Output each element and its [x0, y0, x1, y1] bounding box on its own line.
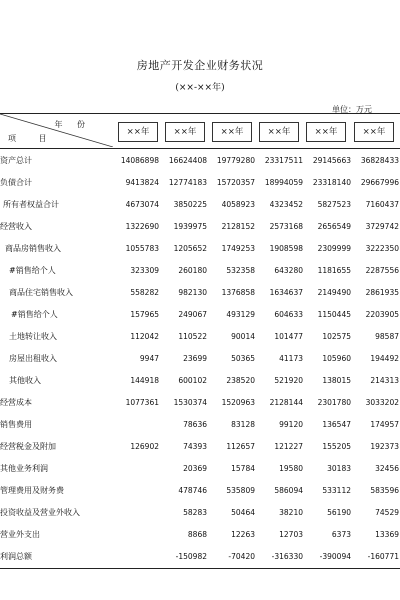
row-value-col-3: 90014	[231, 332, 255, 341]
table-row	[0, 484, 400, 498]
row-value-col-1: 157965	[130, 310, 159, 319]
row-value-col-6: 13369	[375, 530, 399, 539]
row-value-col-1: 1077361	[125, 398, 159, 407]
row-value-col-6: 192373	[370, 442, 399, 451]
row-value-col-1: 558282	[130, 288, 159, 297]
row-value-col-6: 2203905	[365, 310, 399, 319]
row-value-col-4: 99120	[279, 420, 303, 429]
row-value-col-2: 1939975	[173, 222, 207, 231]
row-label: 负债合计	[0, 178, 32, 187]
row-value-col-2: 8868	[187, 530, 207, 539]
row-value-col-3: 493129	[226, 310, 255, 319]
row-value-col-6: 3729742	[365, 222, 399, 231]
row-value-col-5: -390094	[319, 552, 351, 561]
row-value-col-3: 1376858	[221, 288, 255, 297]
row-value-col-2: 260180	[178, 266, 207, 275]
row-label: 其他收入	[9, 376, 41, 385]
row-value-col-3: 19779280	[216, 156, 255, 165]
row-value-col-3: 83128	[231, 420, 255, 429]
row-value-col-5: 29145663	[312, 156, 351, 165]
row-value-col-3: 15720357	[216, 178, 255, 187]
row-label: #销售给个人	[9, 266, 56, 275]
row-value-col-6: -160771	[367, 552, 399, 561]
row-value-col-6: 98587	[375, 332, 399, 341]
row-value-col-4: 38210	[279, 508, 303, 517]
row-value-col-6: 7160437	[365, 200, 399, 209]
column-header-6: ××年	[354, 122, 394, 142]
row-label: 投资收益及营业外收入	[0, 508, 80, 517]
table-row	[0, 198, 400, 212]
row-value-col-6: 32456	[375, 464, 399, 473]
row-label: 经营成本	[0, 398, 32, 407]
row-value-col-1: 323309	[130, 266, 159, 275]
row-value-col-4: 2128144	[269, 398, 303, 407]
row-label: 商品房销售收入	[5, 244, 61, 253]
row-value-col-1: 14086898	[120, 156, 159, 165]
table-row	[0, 374, 400, 388]
row-value-col-4: 643280	[274, 266, 303, 275]
table-header-rule	[0, 148, 400, 149]
row-value-col-4: 121227	[274, 442, 303, 451]
row-value-col-2: 78636	[183, 420, 207, 429]
row-value-col-1: 144918	[130, 376, 159, 385]
column-header-1: ××年	[118, 122, 158, 142]
page-title: 房地产开发企业财务状况	[136, 59, 264, 72]
table-row	[0, 330, 400, 344]
row-value-col-6: 2287556	[365, 266, 399, 275]
row-value-col-5: 2309999	[317, 244, 351, 253]
row-value-col-6: 194492	[370, 354, 399, 363]
row-value-col-2: 16624408	[168, 156, 207, 165]
row-value-col-6: 583596	[370, 486, 399, 495]
row-value-col-5: 23318140	[312, 178, 351, 187]
row-value-col-4: 19580	[279, 464, 303, 473]
header-year-label: 年 份	[54, 120, 91, 129]
row-value-col-1: 1055783	[125, 244, 159, 253]
table-row	[0, 462, 400, 476]
row-value-col-3: -70420	[228, 552, 255, 561]
row-value-col-3: 50365	[231, 354, 255, 363]
row-value-col-3: 12263	[231, 530, 255, 539]
row-value-col-5: 6373	[331, 530, 351, 539]
row-value-col-1: 9947	[139, 354, 159, 363]
row-value-col-3: 112657	[226, 442, 255, 451]
row-value-col-2: 20369	[183, 464, 207, 473]
row-value-col-5: 56190	[327, 508, 351, 517]
row-value-col-6: 214313	[370, 376, 399, 385]
table-row	[0, 176, 400, 190]
row-value-col-2: -150982	[175, 552, 207, 561]
table-row	[0, 286, 400, 300]
table-row	[0, 352, 400, 366]
row-value-col-4: 604633	[274, 310, 303, 319]
row-label: 所有者权益合计	[3, 200, 59, 209]
row-label: #销售给个人	[11, 310, 58, 319]
row-value-col-3: 532358	[226, 266, 255, 275]
row-label: 营业外支出	[0, 530, 40, 539]
row-value-col-5: 138015	[322, 376, 351, 385]
row-label: 商品住宅销售收入	[9, 288, 73, 297]
table-row	[0, 264, 400, 278]
row-value-col-6: 3033202	[365, 398, 399, 407]
row-value-col-3: 15784	[231, 464, 255, 473]
row-label: 销售费用	[0, 420, 32, 429]
page-subtitle: (××-××年)	[175, 83, 225, 93]
table-row	[0, 220, 400, 234]
row-value-col-2: 12774183	[168, 178, 207, 187]
row-value-col-5: 155205	[322, 442, 351, 451]
column-header-4: ××年	[259, 122, 299, 142]
table-row	[0, 242, 400, 256]
row-value-col-4: -316330	[271, 552, 303, 561]
row-value-col-2: 600102	[178, 376, 207, 385]
row-value-col-4: 12703	[279, 530, 303, 539]
row-value-col-2: 74393	[183, 442, 207, 451]
row-value-col-4: 18994059	[264, 178, 303, 187]
row-value-col-5: 1181655	[317, 266, 351, 275]
row-value-col-5: 105960	[322, 354, 351, 363]
row-value-col-3: 2128152	[221, 222, 255, 231]
row-value-col-3: 4058923	[221, 200, 255, 209]
row-value-col-5: 30183	[327, 464, 351, 473]
row-value-col-5: 102575	[322, 332, 351, 341]
row-value-col-4: 41173	[279, 354, 303, 363]
row-value-col-5: 533112	[322, 486, 351, 495]
column-header-5: ××年	[306, 122, 346, 142]
unit-label: 单位：万元	[332, 105, 372, 114]
row-value-col-1: 126902	[130, 442, 159, 451]
row-value-col-3: 1520963	[221, 398, 255, 407]
table-row	[0, 154, 400, 168]
row-value-col-3: 238520	[226, 376, 255, 385]
row-value-col-2: 1205652	[173, 244, 207, 253]
column-header-2: ××年	[165, 122, 205, 142]
row-value-col-6: 174957	[370, 420, 399, 429]
header-corner-cell	[0, 114, 113, 147]
row-value-col-6: 29667996	[360, 178, 399, 187]
row-label: 利润总额	[0, 552, 32, 561]
row-value-col-5: 2656549	[317, 222, 351, 231]
row-value-col-1: 112042	[130, 332, 159, 341]
row-label: 房屋出租收入	[9, 354, 57, 363]
row-value-col-4: 4323452	[269, 200, 303, 209]
row-value-col-4: 521920	[274, 376, 303, 385]
table-row	[0, 550, 400, 564]
table-row	[0, 418, 400, 432]
column-header-3: ××年	[212, 122, 252, 142]
table-row	[0, 308, 400, 322]
row-value-col-3: 535809	[226, 486, 255, 495]
table-row	[0, 440, 400, 454]
row-value-col-4: 101477	[274, 332, 303, 341]
table-header-row	[0, 114, 400, 147]
row-value-col-2: 982130	[178, 288, 207, 297]
row-value-col-4: 2573168	[269, 222, 303, 231]
row-value-col-1: 4673074	[125, 200, 159, 209]
row-label: 管理费用及财务费	[0, 486, 64, 495]
row-value-col-4: 23317511	[264, 156, 303, 165]
row-value-col-2: 23699	[183, 354, 207, 363]
row-label: 经营收入	[0, 222, 32, 231]
row-value-col-3: 50464	[231, 508, 255, 517]
row-value-col-4: 586094	[274, 486, 303, 495]
row-label: 经营税金及附加	[0, 442, 56, 451]
table-row	[0, 506, 400, 520]
row-value-col-5: 1150445	[317, 310, 351, 319]
row-value-col-5: 136547	[322, 420, 351, 429]
row-value-col-4: 1908598	[269, 244, 303, 253]
row-value-col-1: 9413824	[125, 178, 159, 187]
row-label: 土地转让收入	[9, 332, 57, 341]
header-item-label: 项 目	[8, 134, 57, 143]
table-bottom-rule	[0, 568, 400, 569]
row-value-col-2: 3850225	[173, 200, 207, 209]
row-value-col-2: 110522	[178, 332, 207, 341]
row-value-col-5: 2149490	[317, 288, 351, 297]
row-value-col-6: 74529	[375, 508, 399, 517]
table-row	[0, 396, 400, 410]
row-value-col-4: 1634637	[269, 288, 303, 297]
row-value-col-2: 478746	[178, 486, 207, 495]
row-value-col-6: 3222350	[365, 244, 399, 253]
row-value-col-5: 5827523	[317, 200, 351, 209]
table-row	[0, 528, 400, 542]
row-value-col-1: 1322690	[125, 222, 159, 231]
row-label: 其他业务利润	[0, 464, 48, 473]
row-value-col-2: 249067	[178, 310, 207, 319]
row-value-col-2: 1530374	[173, 398, 207, 407]
row-value-col-6: 2861935	[365, 288, 399, 297]
row-label: 资产总计	[0, 156, 32, 165]
row-value-col-3: 1749253	[221, 244, 255, 253]
row-value-col-6: 36828433	[360, 156, 399, 165]
row-value-col-2: 58283	[183, 508, 207, 517]
row-value-col-5: 2301780	[317, 398, 351, 407]
